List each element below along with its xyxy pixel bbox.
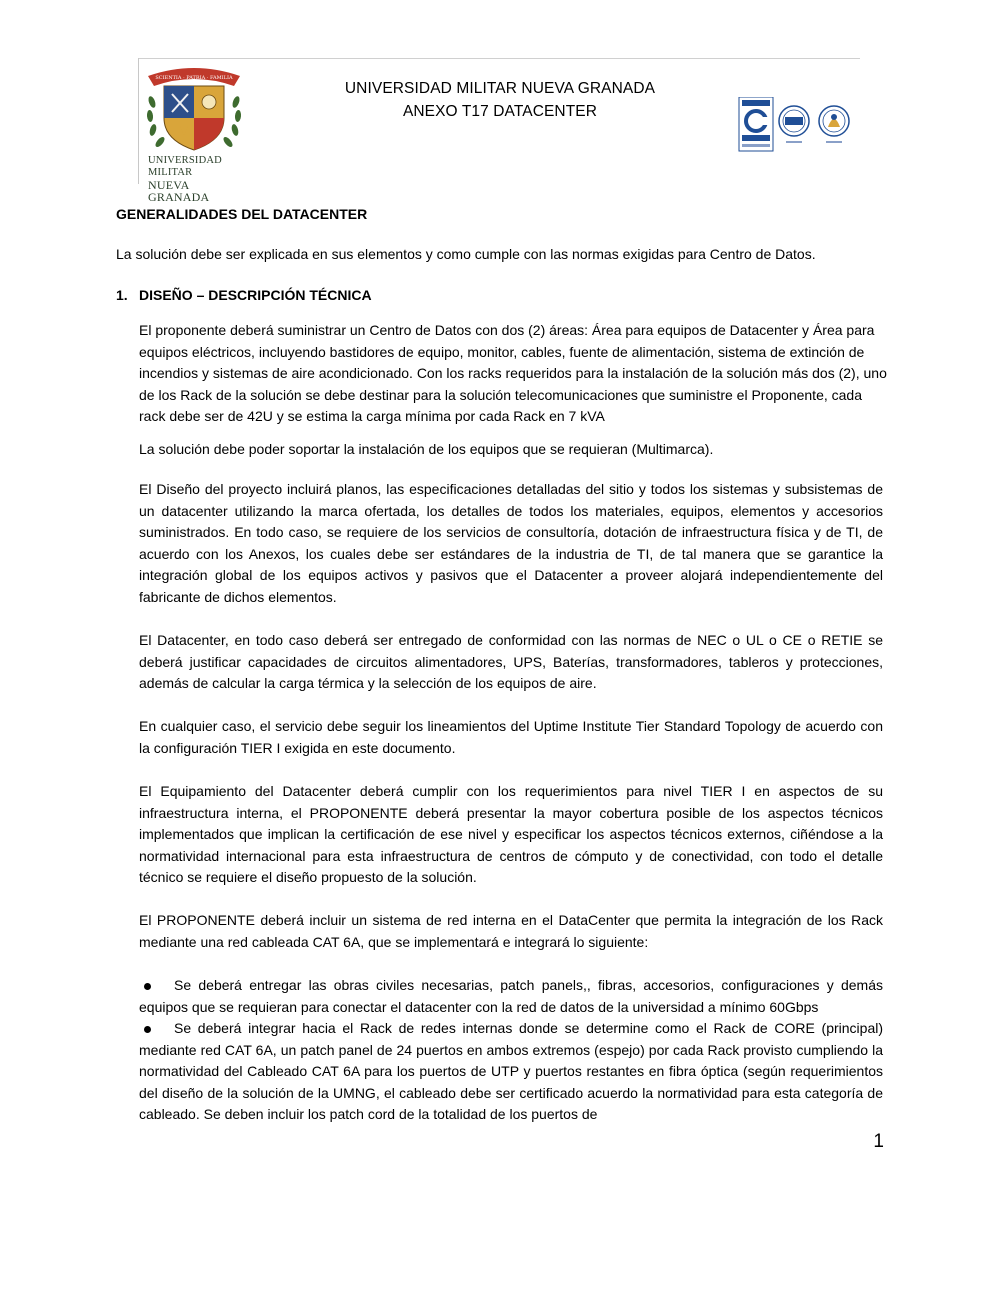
paragraph-diseno: El Diseño del proyecto incluirá planos, las especificaciones detalladas del sitio y todos los sistemas y subsistemas de un datacenter utilizando la marca ofertada, los detalles de todos los materiales, equipos, elementos y accesorios suministrados. En todo caso, se requiere de los servicios de consultoría, dotación de infraestructura física y de TI, de acuerdo con los Anexos, los cuales debe ser estándares de la industria de TI, de tal manera que se garantice la integración global de los equipos activos y pasivos que el Datacenter a proveer alojará independientemente del fabricante de dichos elementos. — [139, 481, 883, 605]
certification-seals — [738, 97, 854, 153]
header-border-left — [138, 58, 139, 184]
logo-caption-line2: NUEVA GRANADA — [148, 178, 210, 204]
icontec-certification-icon — [739, 97, 773, 151]
paragraph-areas: El proponente deberá suministrar un Centro de Datos con dos (2) áreas: Área para equipos de Datacenter y Área para equipos eléctricos, incluyendo bastidores de equipo, monitor, cables, fuente de alimentación, sistema de extinción de incendios y sistemas de aire acondicionado. Con los racks requeridos para la instalación de la solución más dos (2), uno de los Rack de la solución se debe destinar para la solución telecomunicaciones que suministre el Proponente, cada rack debe ser de 42U y se estima la carga mínima por cada Rack en 7 kVA — [139, 322, 887, 425]
header-title: UNIVERSIDAD MILITAR NUEVA GRANADA — [344, 80, 656, 97]
logo-motto: SCIENTIA · PATRIA · FAMILIA — [155, 75, 233, 81]
intro-paragraph: La solución debe ser explicada en sus elementos y como cumple con las normas exigidas para Centro de Datos. — [116, 246, 816, 262]
header-border-top — [138, 58, 860, 59]
gp-certification-icon — [819, 106, 849, 143]
bullet-item-obras: Se deberá entregar las obras civiles necesarias, patch panels,, fibras, accesorios, configuraciones y demás equipos que se requieran para conectar el datacenter con la red de datos de la universidad a mínimo 60Gbps — [139, 977, 883, 1015]
iqnet-certification-icon — [779, 106, 809, 143]
bullet-item-rack: Se deberá integrar hacia el Rack de redes internas donde se determine como el Rack de CORE (principal) mediante red CAT 6A, un patch panel de 24 puertos en ambos extremos (espejo) por cada Rack provisto cumpliendo la normatividad del Cableado CAT 6A para los puertos de UTP y puertos restantes en fibra óptica (según requerimientos del diseño de la solución de la UMNG, el cableado debe ser certificado acuerdo la normatividad para esta categoría de cableado. Se deben incluir los patch cord de la totalidad de los puertos de — [139, 1020, 883, 1123]
paragraph-uptime: En cualquier caso, el servicio debe seguir los lineamientos del Uptime Institute Tier Standard Topology de acuerdo con la configuración TIER I exigida en este documento. — [139, 718, 883, 756]
logo-caption-line1: UNIVERSIDAD MILITAR — [148, 155, 222, 178]
subsection-number: 1. — [116, 287, 128, 303]
section-heading: GENERALIDADES DEL DATACENTER — [116, 206, 368, 222]
page-number: 1 — [873, 1131, 884, 1152]
paragraph-normas: El Datacenter, en todo caso deberá ser entregado de conformidad con las normas de NEC o UL o CE o RETIE se deberá justificar capacidades de circuitos alimentadores, UPS, Baterías, transformadores, tableros y protecciones, además de calcular la carga térmica y la selección de los equipos de aire. — [139, 632, 883, 692]
logo-caption — [148, 155, 248, 203]
paragraph-tier: El Equipamiento del Datacenter deberá cumplir con los requerimientos para nivel TIER I en aspectos de su infraestructura interna, el PROPONENTE deberá presentar la mayor cobertura posible de los aspectos técnicos implementados que implican la certificación de ese nivel y especificar los aspectos técnicos externos, ciñéndose a la normatividad internacional para esta infraestructura de centros de cómputo y de conectividad, con todo el detalle técnico se requiere el diseño propuesto de la solución. — [139, 783, 883, 886]
paragraph-multimarca: La solución debe poder soportar la instalación de los equipos que se requieran (Multimarca). — [139, 441, 714, 457]
paragraph-red-interna: El PROPONENTE deberá incluir un sistema de red interna en el DataCenter que permita la integración de los Rack mediante una red cableada CAT 6A, que se implementará e integrará lo siguiente: — [139, 912, 883, 950]
subsection-title: DISEÑO – DESCRIPCIÓN TÉCNICA — [139, 287, 372, 303]
header-subtitle: ANEXO T17 DATACENTER — [402, 103, 598, 120]
